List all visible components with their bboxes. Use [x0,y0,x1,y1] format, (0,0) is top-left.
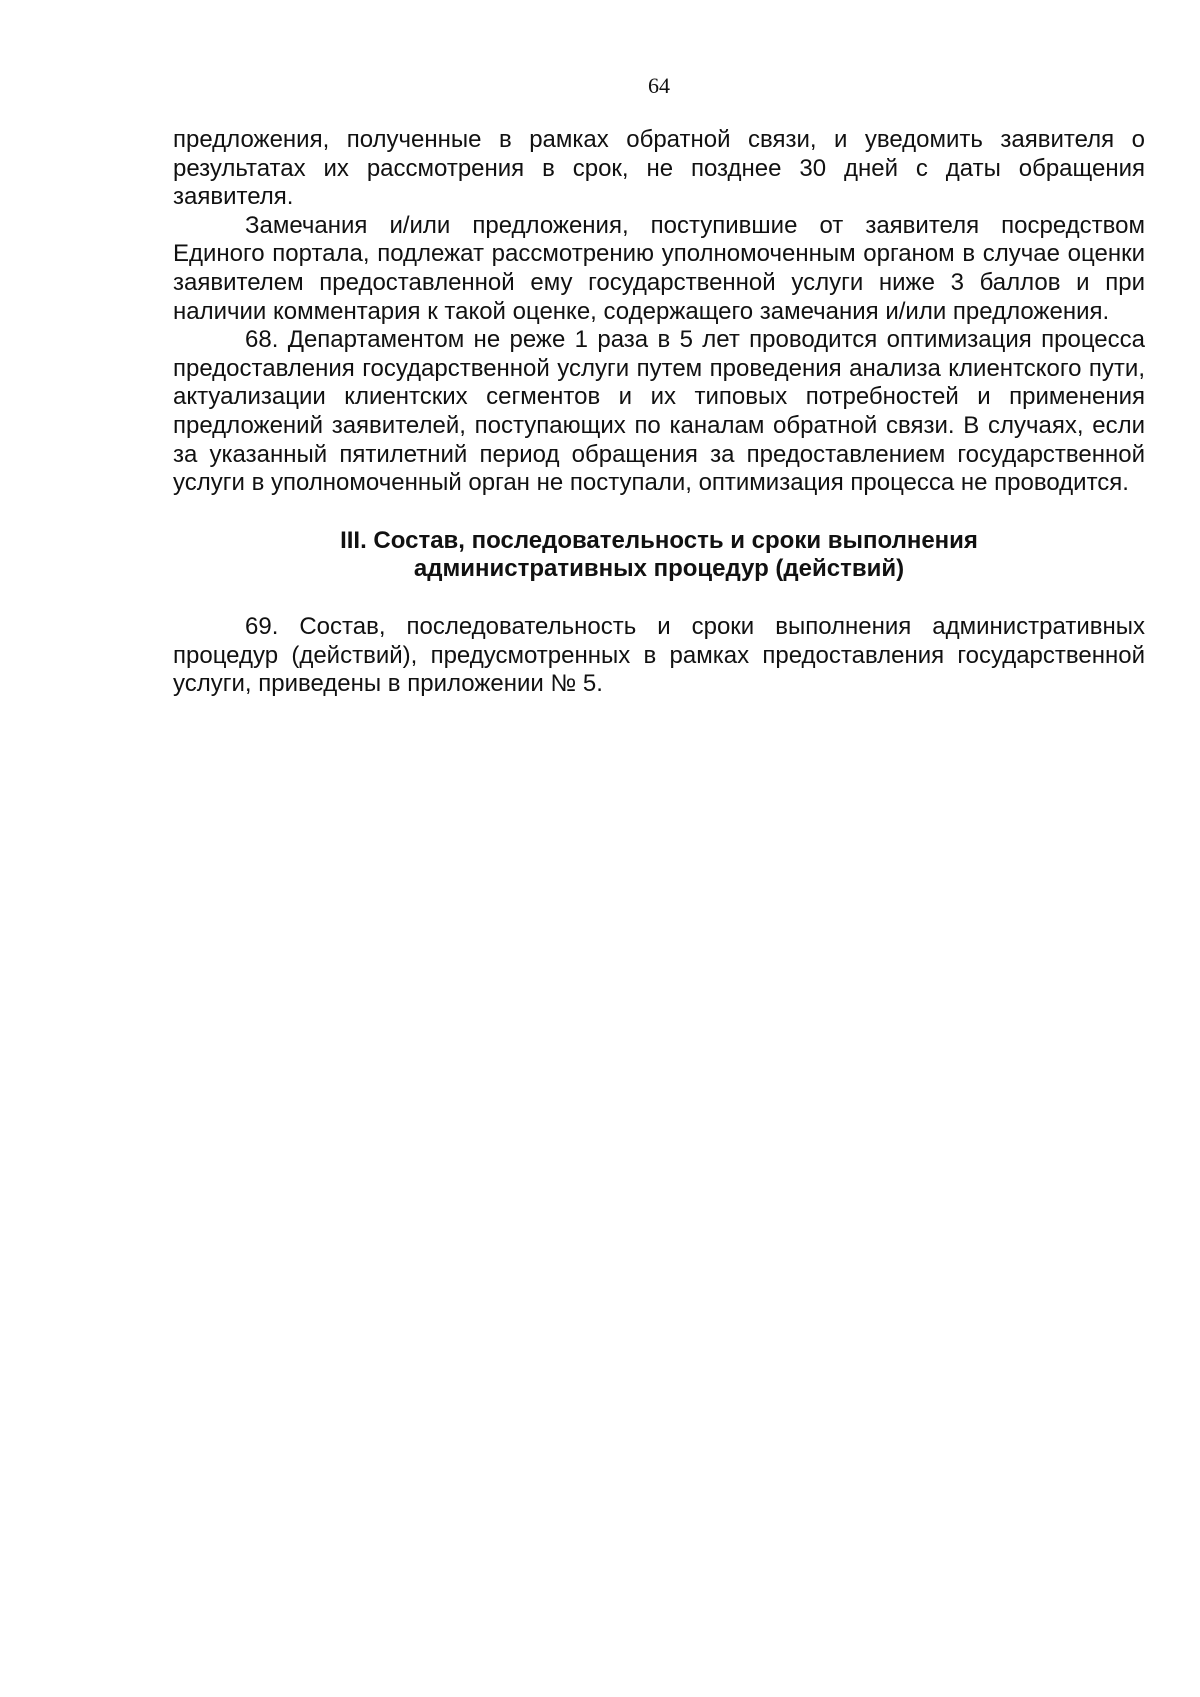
section-heading-line-2: административных процедур (действий) [413,555,905,583]
section-heading [173,527,1145,584]
paragraph-69-procedures: 69. Состав, последовательность и сроки выполнения административных процедур (действий), предусмотренных в рамках предоставления государственной услуги, приведены в приложении № 5. [173,612,1145,698]
page-number: 64 [648,73,670,98]
paragraph-68-optimization: 68. Департаментом не реже 1 раза в 5 лет проводится оптимизация процесса предоставления государственной услуги путем проведения анализа клиентского пути, актуализации клиентских сегментов и их типовых потребностей и применения предложений заявителей, поступающих по каналам обратной связи. В случаях, если за указанный пятилетний период обращения за предоставлением государственной услуги в уполномоченный орган не поступали, оптимизация процесса не проводится. [173,326,1145,497]
document-body [173,126,1145,699]
paragraph-portal-remarks: Замечания и/или предложения, поступившие от заявителя посредством Единого портала, подлежат рассмотрению уполномоченным органом в случае оценки заявителем предоставленной ему государственной услуги ниже 3 баллов и при наличии комментария к такой оценке, содержащего замечания и/или предложения. [173,211,1145,325]
section-heading-line-1: III. Состав, последовательность и сроки выполнения [340,526,978,554]
paragraph-feedback-continuation: предложения, полученные в рамках обратной связи, и уведомить заявителя о результатах их рассмотрения в срок, не позднее 30 дней с даты обращения заявителя. [173,126,1145,211]
document-page [173,0,1145,1697]
